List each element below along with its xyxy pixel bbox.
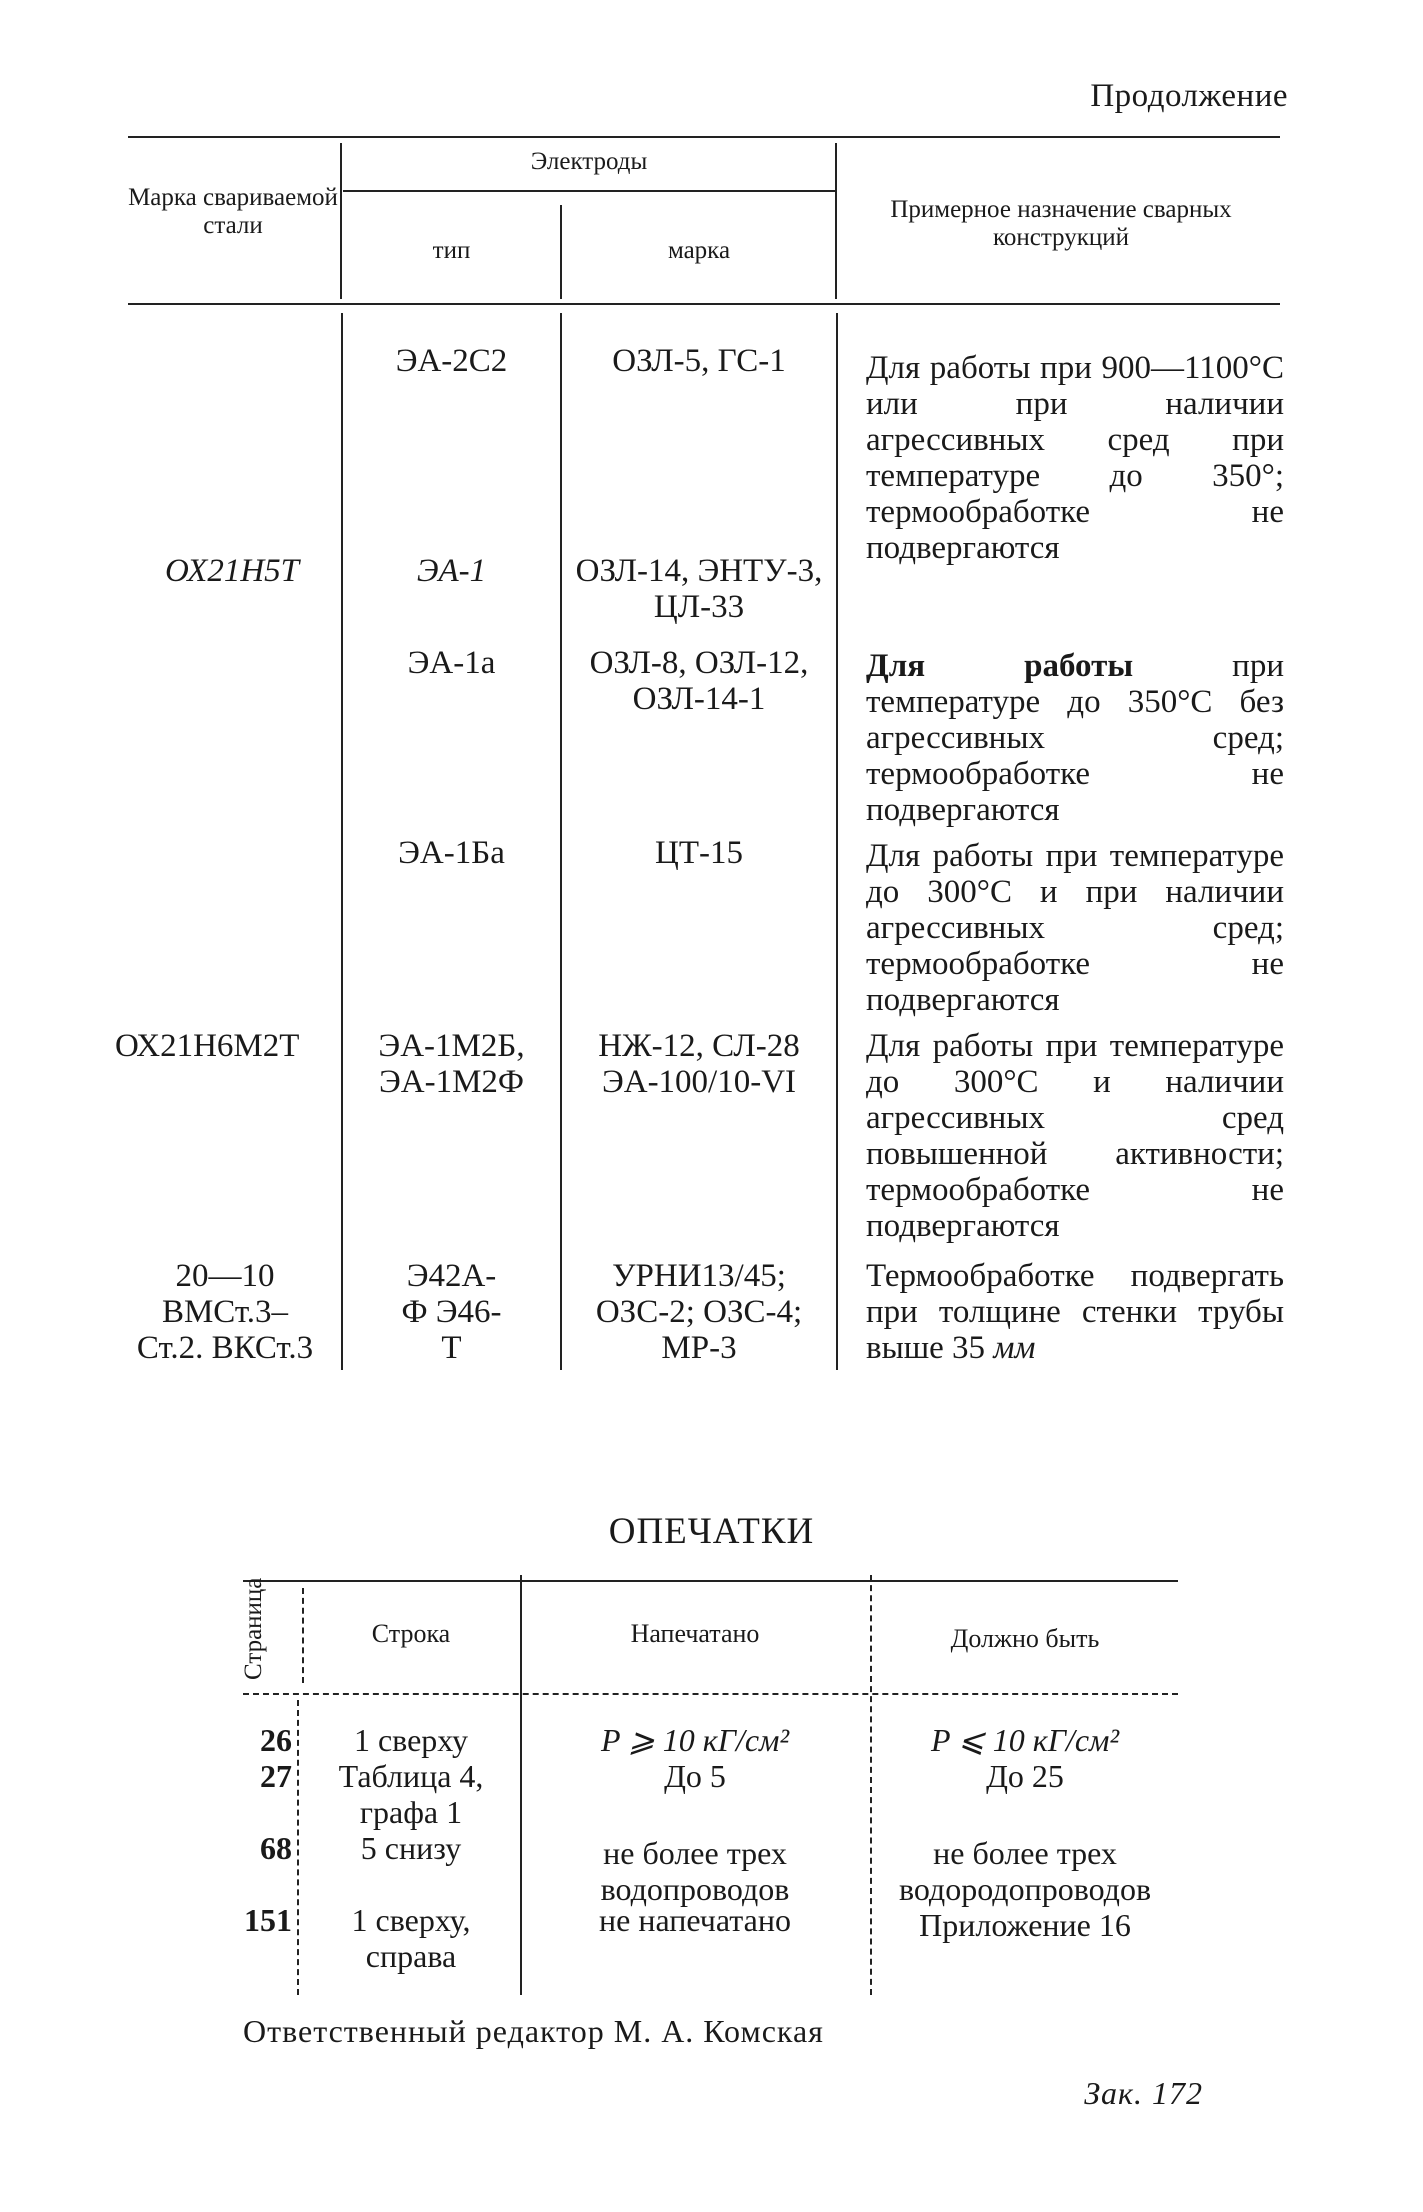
errata-row3-printed: не более трех водопроводов [600,1835,790,1907]
row6-brand: УРНИ13/45; ОЗС-2; ОЗС-4; МР-3 [595,1258,803,1366]
errata-row2-printed: До 5 [664,1758,726,1794]
errata-row4-line: 1 сверху, справа [351,1902,471,1974]
row5-steel: ОХ21Н6М2Т [115,1028,300,1064]
errata-row4-should-be: Приложение 16 [919,1907,1131,1943]
row6-purpose-text: Термообработке подвергать при толщине стенки трубы выше 35 [866,1258,1284,1366]
errata-header-line: Строка [371,1619,451,1648]
errata-header-printed: Напечатано [630,1619,760,1648]
errata-row2-page: 27 [260,1758,292,1794]
order-number: Зак. 172 [1084,2075,1203,2111]
row5-purpose: Для работы при температуре до 300°С и наличии агрессивных сред повышенной активности; термообработке не подвергаются [866,1028,1284,1244]
header-purpose: Примерное назначение сварных конструкций [890,196,1232,251]
row5-brand: НЖ-12, СЛ-28 ЭА-100/10-VI [598,1028,800,1100]
errata-header-page: Страница [240,1577,267,1680]
errata-row4-printed: не напечатано [599,1902,791,1938]
row3-purpose [866,648,1284,828]
row1-brand: ОЗЛ-5, ГС-1 [612,343,786,379]
row6-steel: 20—10 ВМСт.3–Ст.2. ВКСт.3 [136,1258,314,1366]
row2-brand: ОЗЛ-14, ЭНТУ-3, ЦЛ-33 [575,553,823,625]
row4-type: ЭА-1Ба [398,835,505,871]
row6-type: Э42А-Ф Э46-Т [401,1258,502,1366]
header-brand: марка [667,237,731,264]
errata-row1-page: 26 [260,1722,292,1758]
errata-row3-should-be: не более трех водородопроводов [898,1835,1152,1907]
errata-row1-line: 1 сверху [353,1722,469,1758]
errata-row4-page: 151 [244,1902,292,1938]
errata-row3-line: 5 снизу [360,1830,462,1866]
errata-row1-should-be: P ⩽ 10 кГ/см² [930,1722,1120,1758]
errata-row1-printed: P ⩾ 10 кГ/см² [600,1722,790,1758]
row3-brand: ОЗЛ-8, ОЗЛ-12, ОЗЛ-14-1 [589,645,809,717]
header-electrodes: Электроды [530,148,648,175]
continuation-label: Продолжение [1090,78,1288,114]
row3-purpose-bold: Для работы [866,648,1134,684]
errata-row2-should-be: До 25 [986,1758,1064,1794]
header-type: тип [432,237,471,264]
errata-row2-line: Таблица 4, графа 1 [338,1758,484,1830]
row1-purpose: Для работы при 900—1100°С или при наличии агрессивных сред при температуре до 350°; термообработке не подвергаются [866,350,1284,566]
row2-type: ЭА-1 [416,553,487,589]
row4-purpose: Для работы при температуре до 300°С и при наличии агрессивных сред; термообработке не подвергаются [866,838,1284,1018]
row6-purpose [866,1258,1284,1366]
errata-header-should-be: Должно быть [950,1624,1100,1653]
row2-steel: ОХ21Н5Т [164,553,300,589]
row1-type: ЭА-2С2 [395,343,508,379]
responsible-editor: Ответственный редактор М. А. Комская [243,2013,824,2049]
row5-type: ЭА-1М2Б, ЭА-1М2Ф [378,1028,525,1100]
row6-purpose-unit: мм [993,1330,1036,1366]
row3-purpose-text: при температуре до 350°С без агрессивных сред; термообработке не подвергаются [866,648,1284,828]
row3-type: ЭА-1а [407,645,496,681]
errata-row3-page: 68 [260,1830,292,1866]
header-steel-grade: Марка свариваемой стали [128,184,338,239]
errata-title: ОПЕЧАТКИ [608,1511,815,1552]
row4-brand: ЦТ-15 [655,835,743,871]
